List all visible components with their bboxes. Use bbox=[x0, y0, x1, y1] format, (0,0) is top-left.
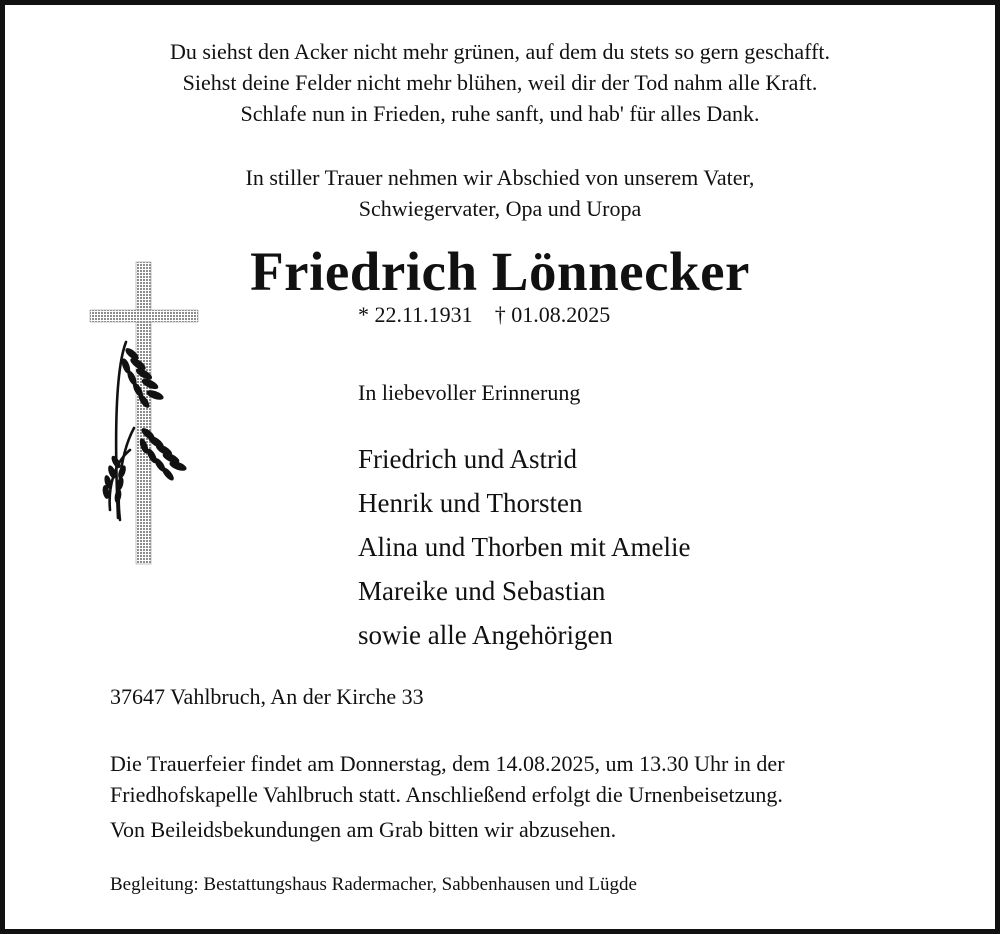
family-list bbox=[358, 437, 690, 657]
intro-text bbox=[0, 162, 1000, 224]
poem-line: Siehst deine Felder nicht mehr blühen, weil dir der Tod nahm alle Kraft. bbox=[182, 70, 818, 95]
poem bbox=[0, 36, 1000, 129]
family-member: Friedrich und Astrid bbox=[358, 444, 577, 474]
family-member: Henrik und Thorsten bbox=[358, 488, 583, 518]
family-member: Alina und Thorben mit Amelie bbox=[358, 532, 691, 562]
poem-line: Schlafe nun in Frieden, ruhe sanft, und hab' für alles Dank. bbox=[240, 101, 760, 126]
life-dates bbox=[358, 302, 610, 328]
address: 37647 Vahlbruch, An der Kirche 33 bbox=[110, 684, 424, 709]
service-line: Friedhofskapelle Vahlbruch statt. Anschließend erfolgt die Urnenbeisetzung. bbox=[110, 782, 783, 807]
intro-line: Schwiegervater, Opa und Uropa bbox=[358, 196, 642, 221]
death-date: † 01.08.2025 bbox=[494, 302, 611, 327]
family-member: sowie alle Angehörigen bbox=[358, 620, 613, 650]
intro-line: In stiller Trauer nehmen wir Abschied von unserem Vater, bbox=[245, 165, 755, 190]
birth-date: * 22.11.1931 bbox=[358, 302, 473, 327]
family-member: Mareike und Sebastian bbox=[358, 576, 606, 606]
memory-line: In liebevoller Erinnerung bbox=[358, 380, 581, 405]
service-info bbox=[110, 748, 785, 810]
poem-line: Du siehst den Acker nicht mehr grünen, auf dem du stets so gern geschafft. bbox=[169, 39, 831, 64]
cross-with-wheat-icon bbox=[86, 258, 206, 568]
deceased-name: Friedrich Lönnecker bbox=[250, 241, 750, 302]
funeral-home: Begleitung: Bestattungshaus Radermacher, Sabbenhausen und Lügde bbox=[110, 874, 637, 895]
condolence-note: Von Beileidsbekundungen am Grab bitten wir abzusehen. bbox=[110, 817, 617, 842]
service-line: Die Trauerfeier findet am Donnerstag, dem 14.08.2025, um 13.30 Uhr in der bbox=[110, 751, 785, 776]
